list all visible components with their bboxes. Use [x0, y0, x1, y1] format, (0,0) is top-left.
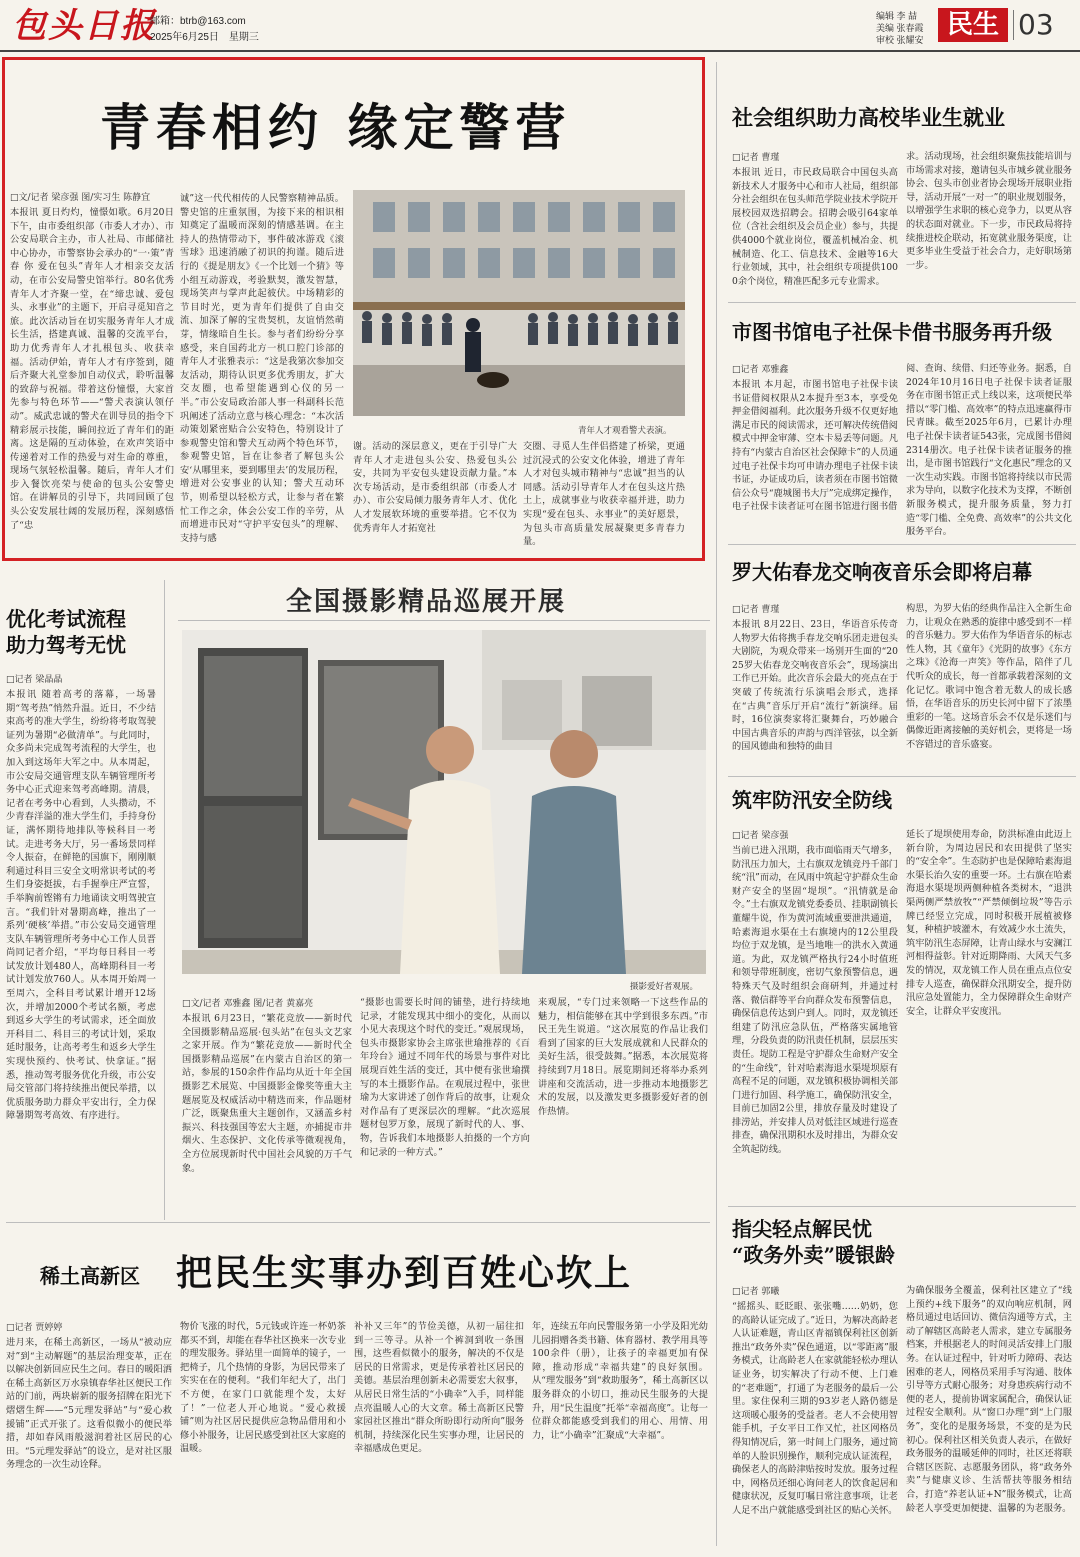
right5-col-a: “摇摇头、眨眨眼、张张嘴……奶奶，您的高龄认证完成了。”近日，为解决高龄老人认证难题，青山区青福镇保利社区创新推出“政务外卖”保色通道，以“零距离”服务模式，让高龄老人在家就能轻松办理认证业务，切实解决了行动不便、上门难的“老难题”，打通了为老服务的最后一公里。家住保利三期的93岁老人路仍德是这项暖心服务的受益者。老人不会使用智能手机，子女平日工作又忙，社区网格员得知情况后，第一时间上门服务，通过简单的人脸识别操作，顺利完成认证流程，确保老人的高龄津贴按时发放。服务过程中，网格员还细心询问老人的饮食起居和健康状况，反复叮嘱日常注意事项，让老人足不出户就能感受到社区的贴心关怀。: [732, 1301, 898, 1516]
exhibit-photo-caption: 摄影爱好者观展。: [630, 982, 699, 992]
right4-headline: 筑牢防汛安全防线: [732, 788, 892, 812]
divider: [6, 1222, 710, 1223]
masthead-editors: [876, 10, 936, 46]
column-divider: [164, 580, 165, 1220]
right5-headline-line-2: “政务外卖”暖银龄: [732, 1243, 896, 1267]
right1-col-b: 求。活动现场，社会组织聚焦技能培训与市场需求对接，邀请包头市城乡就业服务协会、包头市创业者协会现场开展职业指导，活动开展“一对一”的职业规划服务，以增强学生求职的核心竞争力，以更从容的状态面对就业。下一步，市民政局将持续推进校企联动，拓宽就业服务渠度，让更多毕业生受益于社会合力，走好职场第一步。: [906, 151, 1072, 271]
masthead-email: 邮箱：btrb@163.com: [150, 16, 246, 27]
masthead-divider: [1013, 10, 1014, 40]
bottom-kicker: 稀土高新区: [40, 1264, 140, 1288]
right2-col-a: 本报讯 本月起，市图书馆电子社保卡读书证借阅权限从2本提升至3本，享受免押金借阅福利。此次服务升级不仅更好地满足市民的阅读需求，还可解决传统借阅模式中押金审薄、空本卡易丢等问题。凡持有“内蒙古自治区社会保障卡”的人员通过电子社保卡均可申请办理电子社保卡读书证，办证成功后，读者须在市图书馆微信公众号“鹿城图书大厅”完成绑定操作，电子社保卡读者证可在图书馆进行图书借: [732, 379, 898, 513]
left1-text: 本报讯 随着高考的落幕，一场暑期“驾考热”悄然升温。近日，不少结束高考的准大学生，纷纷将考取驾驶证列为暑期“必做清单”。与此同时，众多尚未完成驾考流程的大学生，也加入到这场年大军之中。从本周起，市公安局交通管理支队车辆管理所考务中心正式迎来驾考高峰期。清晨，记者在考务中心看到，人头攒动，不少青春洋溢的准大学生们，手持身份证，满怀期待地排队等候科目一考试。走进考务大厅，另一番场景同样令人振奋，在鲜艳的国旗下，刚刚顺利通过科目三安全文明常识考试的考生们身姿挺拔，右手握拳庄严宣誓，手举胸前铿锵有力地诵读文明驾驶宣言。“我们针对暑期高峰，推出了一系列‘硬核’举措。”市公安局交通管理支队车辆管理所考务中心工作人员晋尚同记者介绍，“平均每日科目一考试发放计划480人，高峰期科目一考试计划发放760人。从本周开始周一至周六，全科目考试累计增开12场次，并增加2000个考试名额，考虑到返乡大学生的考试需求，还全面放开科目二、科目三的考试计划，采取延时服务，让高考考生和返乡大学生实现快预约、快考试、快拿证。”据悉，推动驾考服务优化升级，市公安局交管部门将持续推出便民举措，以优质服务助力群众平安出行，全力保障暑期驾考高效、有序进行。: [6, 689, 156, 1122]
bottom-col-3: 补补又三年”的节俭美德，从初一届往扣到一三等寻。从补一个裤洞到收一条围围，这些看似微小的服务，解决的不仅是居民的日常需求，更是传承着社区居民的美德。基层治理创新未必需要宏大叙事，从居民日常生活的“小确幸”入手，同样能点亮温暖人心的大文章。稀土高新区民警家园社区推出“群众所盼即行动所向”服务机制，持续深化民生实事办理，让居民的幸福感成色更足。: [354, 1321, 524, 1455]
bottom-col-2: 物价飞涨的时代，5元钱或许连一杯奶茶都买不到，却能在春华社区换来一次专业的理发服务。驿站里一面简单的镜子，一把椅子，几个热情的身影，为居民带来了实实在在的便利。“我们年纪大了，出门不方便，在家门口就能理个发，太好了！”一位老人开心地说。“爱心救援铺”则为社区居民提供应急物品借用和小修小补服务，让居民感受到社区大家庭的温暖。: [180, 1321, 346, 1455]
exhibit-col-3: 来观展，“专门过来领略一下这些作品的魅力，相信能够在其中学到很多东西。”市民王先生说道。“这次展览的作品让我们看到了国家的巨大发展成就和人民群众的美好生活，很受鼓舞。”据悉，本次展览将持续到7月18日。展览期间还将举办系列讲座和交流活动，进一步推动本地摄影艺术的发展，以及激发更多摄影爱好者的创作热情。: [538, 997, 708, 1117]
exhibit-col-1: 本报讯 6月23日，“繁花竞放——新时代全国摄影精品巡展·包头站”在包头文艺家之家开展。作为“繁花竞放——新时代全国摄影精品巡展”在内蒙古自治区的第一站，参展的150余件作品均从近十年全国摄影艺术展览、中国摄影金像奖等重大主题展览及权威活动中精选而来，作品题材广泛，既聚焦重大主题创作，又涵盖乡村振兴、科技强国等宏大主题，亦捕捉市井烟火、生态保护、文化传承等微观视角，全方位展现新时代中国社会风貌的万千气象。: [182, 1013, 352, 1174]
page-number: 03: [1018, 8, 1054, 41]
lead-byline: □文/记者 梁彦强 图/实习生 陈静宜: [10, 193, 151, 203]
right4-byline: □记者 梁彦强: [732, 831, 789, 841]
exhibit-photo: [182, 630, 706, 974]
editor-line: 审校 张耀安: [876, 35, 924, 45]
bottom-byline: □记者 贾婷婷: [6, 1323, 63, 1333]
left1-headline-line-1: 优化考试流程: [6, 607, 126, 631]
divider: [728, 544, 1076, 545]
masthead-date: 2025年6月25日 星期三: [150, 32, 259, 43]
divider: [728, 302, 1076, 303]
editor-line: 编辑 李 喆: [876, 11, 918, 21]
bottom-col-4: 年，连续五年向民警服务第一小学及阳光幼儿园捐赠各类书籍、体育器材、教学用具等100余件（册），让孩子的幸福更加有保障，推动形成“幸福共建”的良好氛围。从“理发服务”到“救助服务”，稀土高新区以服务群众的小切口，推动民生服务的大提升，用“民生温度”托举“幸福高度”。让每一位群众都能感受到我们的用心、用情、用力，让“小确幸”汇聚成“大幸福”。: [532, 1321, 708, 1441]
right1-byline: □记者 曹瑾: [732, 153, 780, 163]
gallery-visitors-image: [182, 630, 706, 974]
lead-col-2: 诚”这一代代相传的人民警察精神品质。警史馆的庄重氛围，为接下来的相识相知奠定了温暖而深刻的情感基调。在主持人的热情带动下，事件破冰游戏《滚雪球》迅速消融了初识的拘谨。随后进行的《提是朋友》《一个比划一个猜》等小组互动游戏，考验默契，激发智慧，现场笑声与掌声此起彼伏。中场精彩的节目时光，更为青年们提供了自由交流、加深了解的宝贵契机，友谊悄然萌芽，情缘暗自生长。参与者们纷纷分享感受，来自国药北方一机口腔门诊部的青年人才张雅表示：“这是我第次参加交友活动，期待认识更多优秀朋友，扩大交友圈，也希望能遇到心仪的另一半。”市公安局政治部人事一科副科长范巩阐述了活动立意与核心理念：“本次活动策划紧密贴合公安特色，特别设计了参观警史馆和警犬互动两个特色环节，参观警史馆，旨在让参者了解包头公安‘从哪里来，要到哪里去’的发展历程，增进对公安事业的认知；警犬互动环节，则希望以轻松方式，让参与者在繁忙工作之余，体会公安工作的辛劳，从而增进市民对“守护平安包头”的理解、支持与感: [180, 193, 344, 544]
right5-col-b: 为确保服务全覆盖，保利社区建立了“线上预约+线下服务”的双向响应机制，网格员通过电话回访、微信沟通等方式，主动了解辖区高龄老人需求，建立专属服务档案，并根据老人的时间灵活安排上门服务。在认证过程中，针对听力障碍、表达困难的老人，网格员采用手写沟通、肢体引导等方式耐心服务；对身患疾病行动不便的老人，提前协调家属配合，确保认证过程安全顺利。从“窗口办理”到“上门服务”，变化的是服务场景，不变的是为民初心。保利社区相关负责人表示，在做好政务服务的温暖延伸的同时，社区还将联合辖区医院、志愿服务团队，将“政务外卖”与健康义诊、生活帮扶等服务相结合，打造“养老认证+N”服务模式，让高龄老人享受更加便捷、温馨的为老服务。: [906, 1285, 1072, 1514]
right3-byline: □记者 曹瑾: [732, 605, 780, 615]
masthead-rule: [0, 50, 1080, 52]
divider: [728, 1206, 1076, 1207]
lead-photo: [353, 190, 685, 416]
newspaper-logo: 包头日报: [12, 6, 156, 46]
exhibit-col-2: “摄影也需要长时间的铺垫，进行持续地记录，才能发现其中细小的变化，从而以小见大表现这个时代的变迁。”观展现场，包头市摄影家协会主席张世瑜推荐的《百年玲台》通过不同年代的场景与事件对比展现百姓生活的变迁，其中便有张世瑜撰写的本土摄影作品。在观展过程中，张世瑜为大家讲述了创作背后的故事，让观众对作品有了更深层次的理解。“此次巡展题材包罗万象，展现了新时代的人、事、物，告诉我们本地摄影人拍摄的一个方向和记录的一种方式。”: [360, 997, 530, 1158]
right2-col-b: 阅、查询、续借、归还等业务。据悉，自2024年10月16日电子社保卡读者证服务在市图书馆正式上线以来，这项便民举措以“零门槛、高效率”的特点迅速赢得市民青睐。截至2025年6月，已累计办理电子社保卡读者证543张，完成图书借阅2314册次。电子社保卡读者证服务的推出，是市图书馆践行“文化惠民”理念的又一次生动实践。市图书馆将持续以市民需求为导向，以数字化技术为支撑，不断创新服务模式，提升服务质量，努力打造“零门槛、全免费、高效率”的公共文化服务平台。: [906, 363, 1072, 538]
section-badge: 民生: [938, 8, 1008, 42]
column-divider: [716, 62, 717, 1546]
lead-col-4: 交圈、寻觅人生伴侣搭建了桥梁，更通过沉浸式的公安文化体验，增进了青年人才对包头城市精神与“忠诚”担当的认同感。活动引导青年人才在包头这片热土上，成就事业与收获幸福并进，助力实现“爱在包头、永事业”的美好愿景，为包头市高质量发展凝聚更多青春力量。: [523, 441, 685, 548]
right1-col-a: 本报讯 近日，市民政局联合中国包头高新技术人才服务中心和市人社局，组织部分社会组织在包头师范学院业技术学院开展校园双选招聘会。招聘会吸引64家单位（含社会组织及会员企业）参与，共提供4000个就业岗位，覆盖机械冶金、机械制造、化工、信息技术、金融等16大行业领域，其中，社会组织专项提供1000余个岗位，精准匹配多元专业需求。: [732, 167, 898, 287]
right1-headline: 社会组织助力高校毕业生就业: [732, 105, 1005, 130]
right2-byline: □记者 邓雅鑫: [732, 365, 789, 375]
lead-col-1: 本报讯 夏日灼灼，憧憬如歌。6月20日下午，由市委组织部（市委人才办）、市公安局联合主办，市人社局、市邮储社中心协办，市警察协会承办的“一·策”青春 你 爱在包头”青年人才相亲交友活动，在市公安局警史馆举行。80名优秀青年人才齐聚一堂，在“缔忠诚、爱包头、永事业”的主题下，开启寻觅知音之旅。此次活动旨在切实服务青年人才成长生活，搭建真诚、温馨的交流平台，助力优秀青年人才扎根包头、收获幸福。活动伊始，青年人才有序签到，随后齐聚大礼堂参加自动仪式，聆听温馨的致辞与祝福。带着这份憧憬，大家首先参与特色环节——“警犬表演认领仔动”。威武忠诚的警犬在训导员的指令下精彩展示技能，瞬间拉近了青年们的距离。这是隔的互动体验，在欢声笑语中传递着对工作的热爱与对生命的尊重，现场气氛轻松温馨。随后，青年人才们步入餐饮亮荣与使命的包头公安警史馆。在讲解员的引导下，共同回顾了包头公安发展壮阔的发展历程，深刻感悟了“忠: [10, 207, 174, 531]
bottom-headline: 把民生实事办到百姓心坎上: [176, 1252, 633, 1294]
masthead: [0, 0, 1080, 52]
left1-headline-line-2: 助力驾考无忧: [6, 633, 126, 657]
exhibit-headline: 全国摄影精品巡展开展: [286, 587, 567, 617]
right5-headline-line-1: 指尖轻点解民忧: [732, 1217, 872, 1241]
lead-headline: 青春相约 缘定警营: [100, 98, 572, 157]
right4-col-b: 延长了堤坝使用寿命，防洪标准由此迈上新台阶，为周边居民和农田提供了坚实的“安全伞”。生态防护也是保障哈素海退水渠长治久安的重要一环。土右旗在哈素海退水渠堤坝两侧种植各类树木，“退洪渠两侧严禁放牧”“严禁倾倒垃圾”等告示牌已经竖立完成，同时积极开展植被修复，种植护坡灌木，有效减少水土流失，筑牢防汛生态屏障，让青山绿水与安澜江河相得益彰。针对近期降雨、大风天气多发的情况，双龙镇工作人员在重点点位安排专人巡查，确保群众汛期安全，提升防汛应急处置能力，全力保障群众生命财产安全，让群众平安度汛。: [906, 829, 1072, 1017]
left1-byline: □记者 梁晶晶: [6, 675, 63, 685]
lead-col-3: 谢。活动的深层意义，更在于引导广大青年人才走进包头公安、热爱包头公安，共同为平安包头建设贡献力量。”本次专场活动，是市委组织部（市委人才办）、市公安局倾力服务青年人才、优化人才发展软环境的重要举措。它不仅为优秀青年人才拓宽社: [353, 441, 517, 534]
right3-headline: 罗大佑春龙交响夜音乐会即将启幕: [732, 560, 1032, 584]
exhibit-byline: □文/记者 邓雅鑫 图/记者 黄嘉亮: [182, 999, 314, 1009]
lead-photo-caption: 青年人才观看警犬表演。: [578, 426, 672, 436]
police-building-dog-show-image: [353, 190, 685, 416]
right3-col-b: 构思，为罗大佑的经典作品注入全新生命力，让观众在熟悉的旋律中感受到不一样的音乐魅力。罗大佑作为华语音乐的标志性人物，其《童年》《光阴的故事》《东方之珠》《沧海一声笑》等作品，陪伴了几代听众的成长，每一首都承载着深刻的文化记忆。歌词中饱含着无数人的成长感悟，在华语音乐的历史长河中留下了浓墨重彩的一笔。这场音乐会不仅是乐迷们与偶像近距离接触的美好机会，更将是一场不容错过的音乐盛宴。: [906, 603, 1072, 750]
right2-headline: 市图书馆电子社保卡借书服务再升级: [732, 320, 1052, 344]
right4-col-a: 当前已进入汛期，我市面临雨天气增多，防汛压力加大，土右旗双龙镇竞丹千部门统“汛”而动，在风雨中筑起守护群众生命财产安全的坚固“堤坝”。“汛情就是命令。”土右旗双龙镇党委委员、挂职副镇长董耀牛说，作为黄河流域重要泄洪通道，哈素海退水渠在土右旗境内的12公里段均位于双龙镇，是当地唯一的洪水入黄通道。为此，双龙镇严格执行24小时值班和领导带班制度，密切气象预警信息，遇特殊天气及时组织会商研判，并通过村落、微信群等平台向群众发布预警信息，确保信息传达到户到人。同时，双龙镇还组建了防汛应急队伍，严格落实属地管理，分段负责的防汛责任机制，层层压实责任。堤防工程是守护群众生命财产安全的“生命线”，针对哈素海退水渠堤坝原有高程不足的问题，双龙镇积极协调相关部门进行加固、科学施工，确保防汛安全，目前已加固2公里，排放存量及时建设了排涝站，并安排人员对低洼区域进行巡查排查，确保汛期积水及时排出，为群众安全筑起防线。: [732, 845, 898, 1156]
divider: [728, 776, 1076, 777]
right5-byline: □记者 郭曦: [732, 1287, 780, 1297]
bottom-col-1: 进月来，在稀土高新区，一场从“被动应对”到“主动解题”的基层治理变革，正在以解决创新回应民生之问。春日的暖阳洒在稀土高新区万水泉镇春华社区便民工作站的门前，两块崭新的服务招牌在阳光下熠熠生辉——“5元理发驿站”与“爱心救援铺”正式开张了。这看似微小的便民举措，却如春风雨般滋润着社区居民的心田。“5元理发驿站”的设立，是对社区服务理念的一次生动诠释。: [6, 1337, 172, 1471]
right3-col-a: 本报讯 8月22日、23日，华语音乐传奇人物罗大佑将携手春龙交响乐团走进包头大剧院，为观众带来一场别开生面的“2025罗大佑春龙交响夜音乐会”，现场演出工作已开始。此次音乐会最大的亮点在于突破了传统流行乐演唱会形式，选择在“古典”音乐厅开启“流行”新演绎。届时，16位演奏家将汇聚舞台，巧妙融合中国古典音乐的声韵与西洋管弦，以全新的国风德曲和独特的曲目: [732, 619, 898, 753]
editor-line: 美编 张春霞: [876, 23, 924, 33]
